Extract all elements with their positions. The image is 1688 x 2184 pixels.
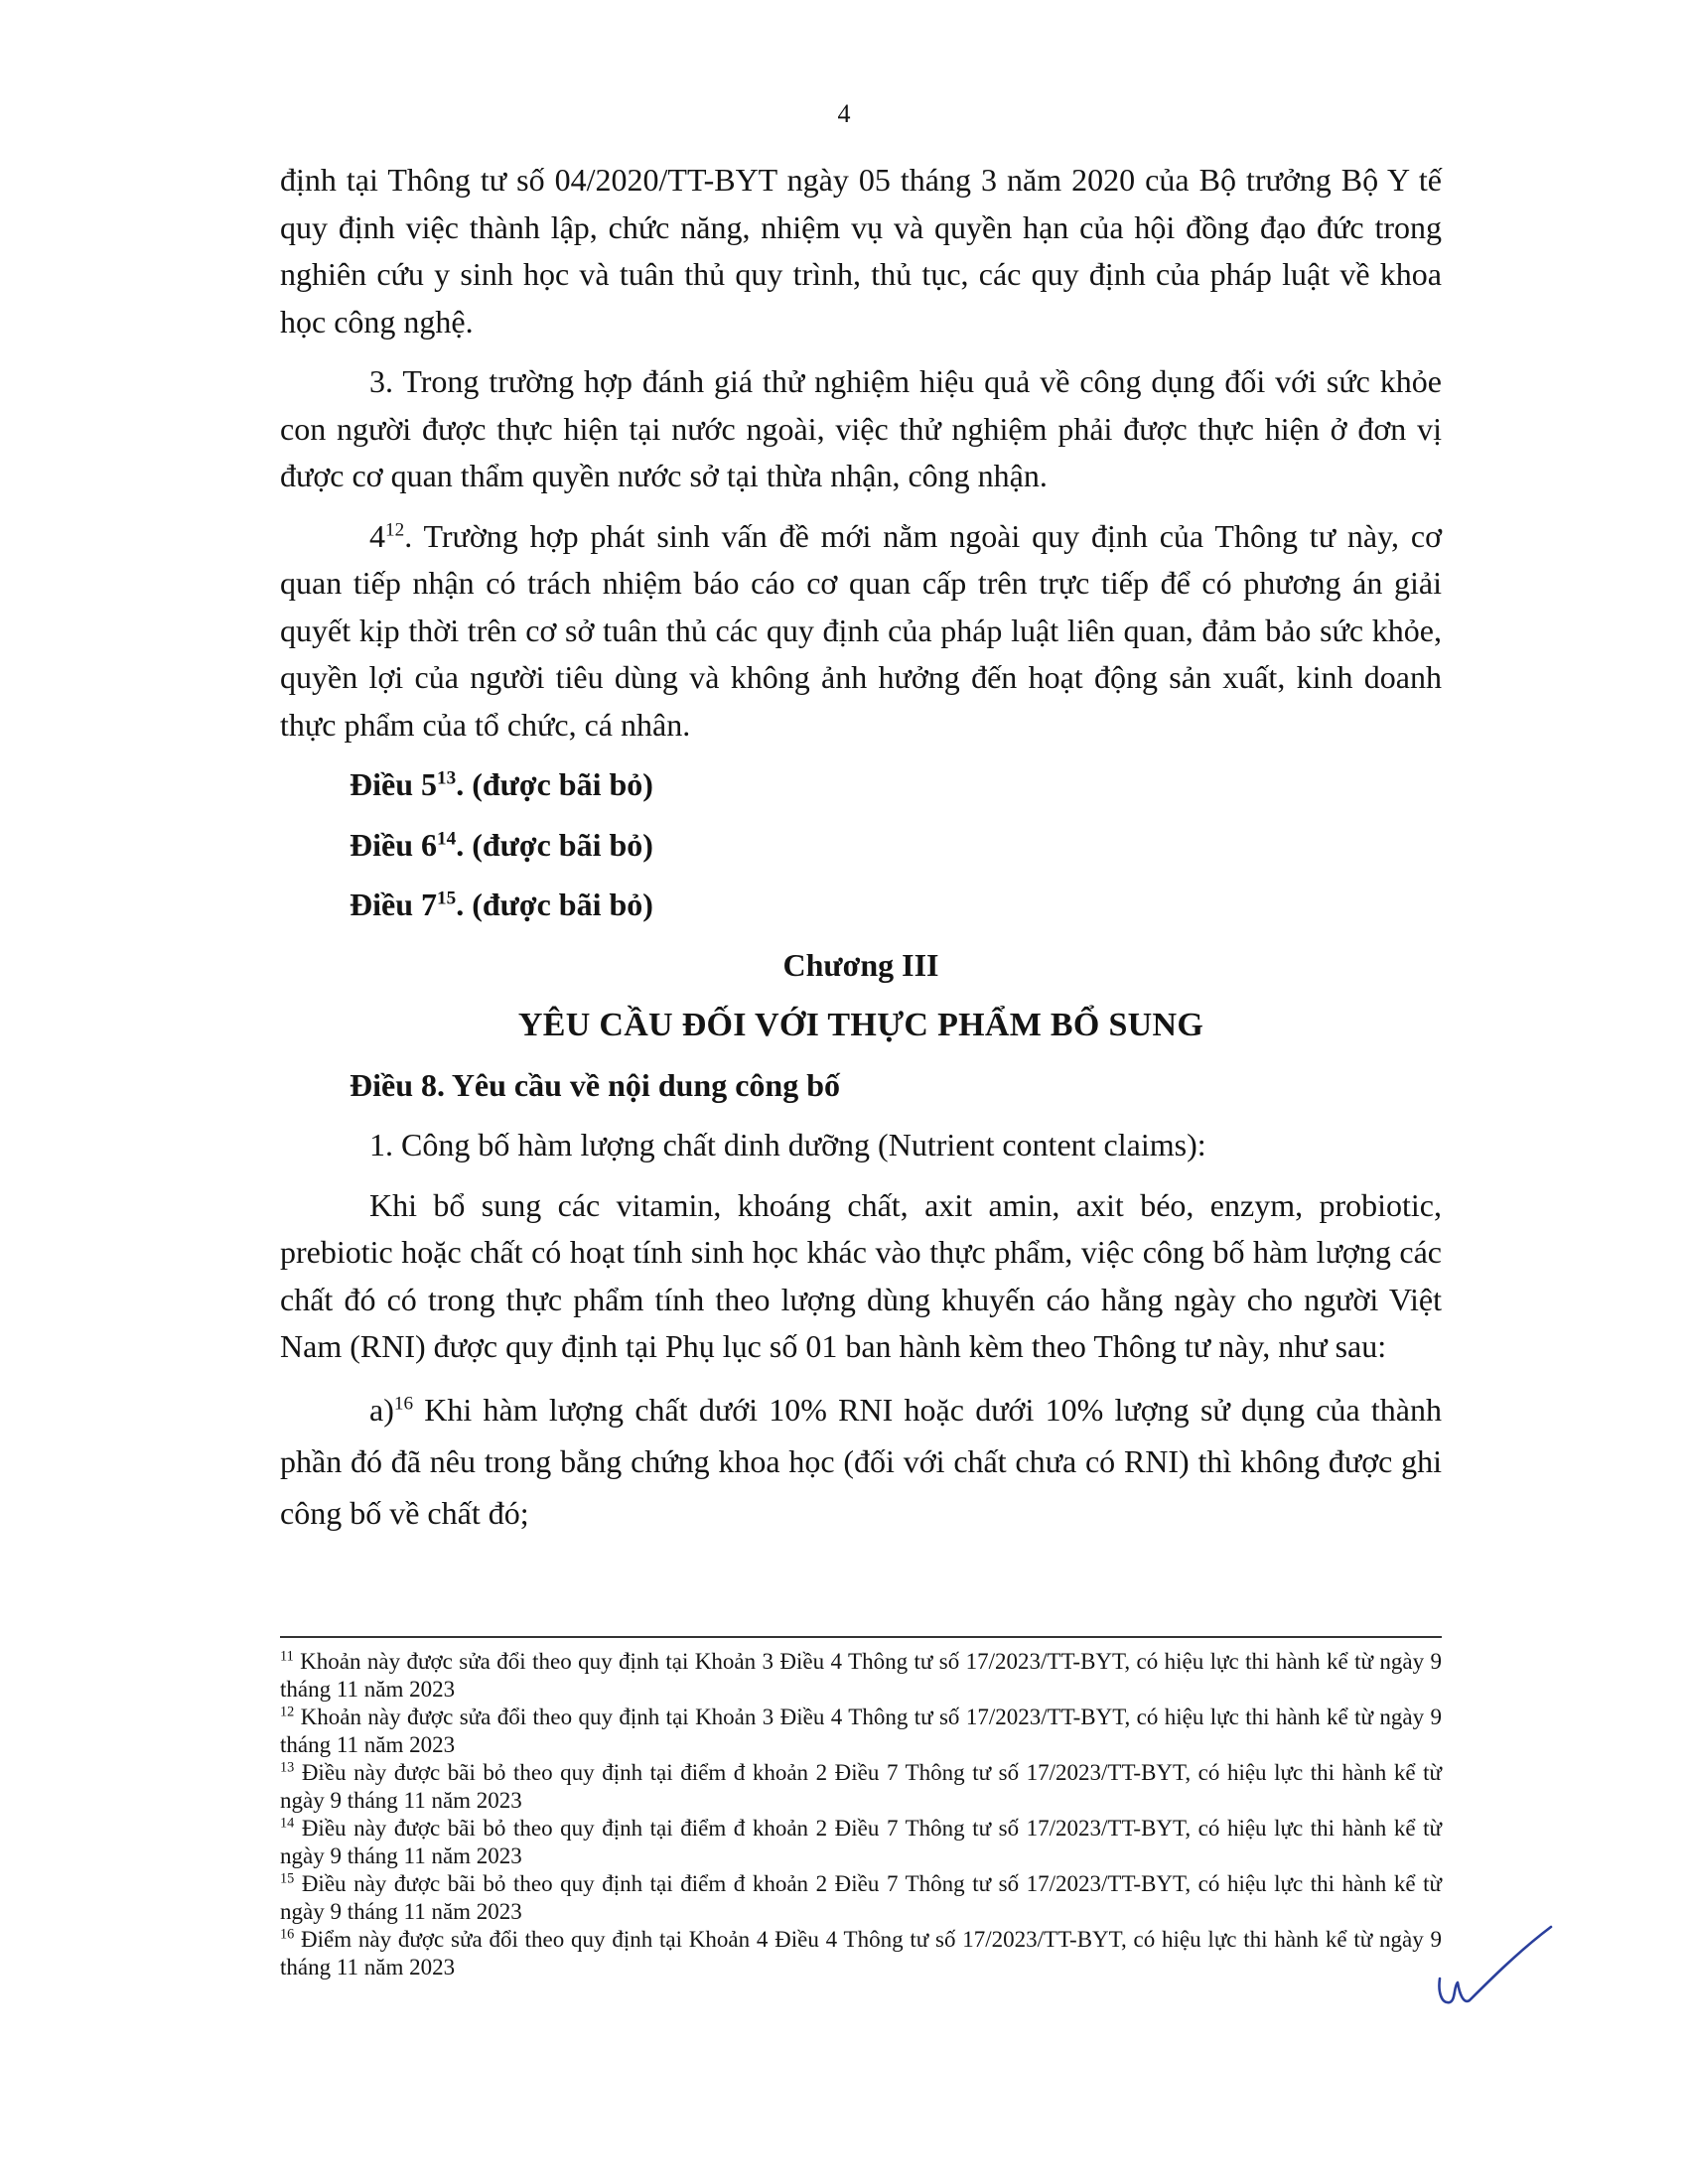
footnote-number: 13: [280, 1759, 295, 1776]
footnote-14: [280, 1815, 1442, 1870]
footnote-ref: 12: [385, 518, 405, 540]
item-text: Khi hàm lượng chất dưới 10% RNI hoặc dưới 10% lượng sử dụng của thành phần đó đã nêu trong bằng chứng khoa học (đối với chất chưa có RNI) thì không được ghi công bố về chất đó;: [280, 1391, 1442, 1531]
footnote-11: [280, 1648, 1442, 1704]
article-label: Điều 7: [350, 887, 437, 922]
footnote-text: Khoản này được sửa đổi theo quy định tại Khoản 3 Điều 4 Thông tư số 17/2023/TT-BYT, có hiệu lực thi hành kể từ ngày 9 tháng 11 năm 2023: [280, 1649, 1442, 1702]
clause-number: 4: [369, 517, 385, 554]
footnote-16: [280, 1926, 1442, 1981]
paragraph-clause-4: [280, 513, 1442, 750]
footnote-15: [280, 1870, 1442, 1926]
paragraph-clause-1: 1. Công bố hàm lượng chất dinh dưỡng (Nutrient content claims):: [369, 1127, 1206, 1162]
page-number: 4: [837, 99, 851, 128]
footnote-text: Khoản này được sửa đổi theo quy định tại Khoản 3 Điều 4 Thông tư số 17/2023/TT-BYT, có hiệu lực thi hành kể từ ngày 9 tháng 11 năm 2023: [280, 1705, 1442, 1757]
main-body: [280, 157, 1442, 1539]
paragraph-continuation: định tại Thông tư số 04/2020/TT-BYT ngày 05 tháng 3 năm 2020 của Bộ trưởng Bộ Y tế quy định việc thành lập, chức năng, nhiệm vụ và quyền hạn của hội đồng đạo đức trong nghiên cứu y sinh học và tuân thủ quy trình, thủ tục, các quy định của pháp luật về khoa học công nghệ.: [280, 162, 1442, 340]
footnote-12: [280, 1704, 1442, 1759]
item-label: a): [369, 1391, 394, 1428]
clause-text: . Trường hợp phát sinh vấn đề mới nằm ngoài quy định của Thông tư này, cơ quan tiếp nhận có trách nhiệm báo cáo cơ quan cấp trên trực tiếp để có phương án giải quyết kịp thời trên cơ sở tuân thủ các quy định của pháp luật liên quan, đảm bảo sức khỏe, quyền lợi của người tiêu dùng và không ảnh hưởng đến hoạt động sản xuất, kinh doanh thực phẩm của tổ chức, cá nhân.: [280, 517, 1442, 743]
article-label: Điều 6: [350, 826, 437, 863]
footnote-number: 11: [280, 1648, 294, 1665]
footnote-number: 14: [280, 1815, 295, 1832]
chapter-heading: Chương III: [782, 946, 939, 983]
paragraph-supplement: Khi bổ sung các vitamin, khoáng chất, axit amin, axit béo, enzym, probiotic, prebiotic hoặc chất có hoạt tính sinh học khác vào thực phẩm, việc công bố hàm lượng các chất đó có trong thực phẩm tính theo lượng dùng khuyến cáo hằng ngày cho người Việt Nam (RNI) được quy định tại Phụ lục số 01 ban hành kèm theo Thông tư này, như sau:: [280, 1186, 1442, 1364]
footnotes: [280, 1648, 1442, 1981]
article-status: . (được bãi bỏ): [456, 887, 653, 922]
footnote-ref: 14: [437, 827, 457, 849]
footnote-number: 12: [280, 1704, 295, 1720]
article-label: Điều 5: [350, 766, 437, 802]
footnote-ref: 16: [393, 1392, 414, 1414]
footnote-ref: 13: [437, 767, 457, 789]
article-5: [280, 761, 1442, 809]
footnote-text: Điều này được bãi bỏ theo quy định tại điểm đ khoản 2 Điều 7 Thông tư số 17/2023/TT-BYT, có hiệu lực thi hành kể từ ngày 9 tháng 11 năm 2023: [280, 1871, 1442, 1924]
paragraph-clause-3: 3. Trong trường hợp đánh giá thử nghiệm hiệu quả về công dụng đối với sức khỏe con người được thực hiện tại nước ngoài, việc thử nghiệm phải được thực hiện ở đơn vị được cơ quan thẩm quyền nước sở tại thừa nhận, công nhận.: [280, 363, 1442, 493]
footnote-divider: [280, 1636, 1442, 1638]
footnote-text: Điểm này được sửa đổi theo quy định tại Khoản 4 Điều 4 Thông tư số 17/2023/TT-BYT, có hiệu lực thi hành kể từ ngày 9 tháng 11 năm 2023: [280, 1927, 1442, 1979]
article-8-heading: Điều 8. Yêu cầu về nội dung công bố: [350, 1066, 840, 1103]
chapter-title: YÊU CẦU ĐỐI VỚI THỰC PHẨM BỔ SUNG: [517, 1007, 1204, 1043]
footnote-number: 16: [280, 1926, 295, 1943]
article-status: . (được bãi bỏ): [456, 826, 653, 863]
footnote-13: [280, 1759, 1442, 1815]
article-7: [280, 882, 1442, 929]
handwritten-initial-icon: [1430, 1921, 1569, 2030]
footnote-text: Điều này được bãi bỏ theo quy định tại điểm đ khoản 2 Điều 7 Thông tư số 17/2023/TT-BYT, có hiệu lực thi hành kể từ ngày 9 tháng 11 năm 2023: [280, 1816, 1442, 1868]
footnote-ref: 15: [437, 887, 457, 909]
article-status: . (được bãi bỏ): [456, 766, 653, 802]
article-6: [280, 822, 1442, 870]
footnote-text: Điều này được bãi bỏ theo quy định tại điểm đ khoản 2 Điều 7 Thông tư số 17/2023/TT-BYT, có hiệu lực thi hành kể từ ngày 9 tháng 11 năm 2023: [280, 1760, 1442, 1813]
paragraph-item-a: [280, 1384, 1442, 1539]
footnote-number: 15: [280, 1870, 295, 1887]
